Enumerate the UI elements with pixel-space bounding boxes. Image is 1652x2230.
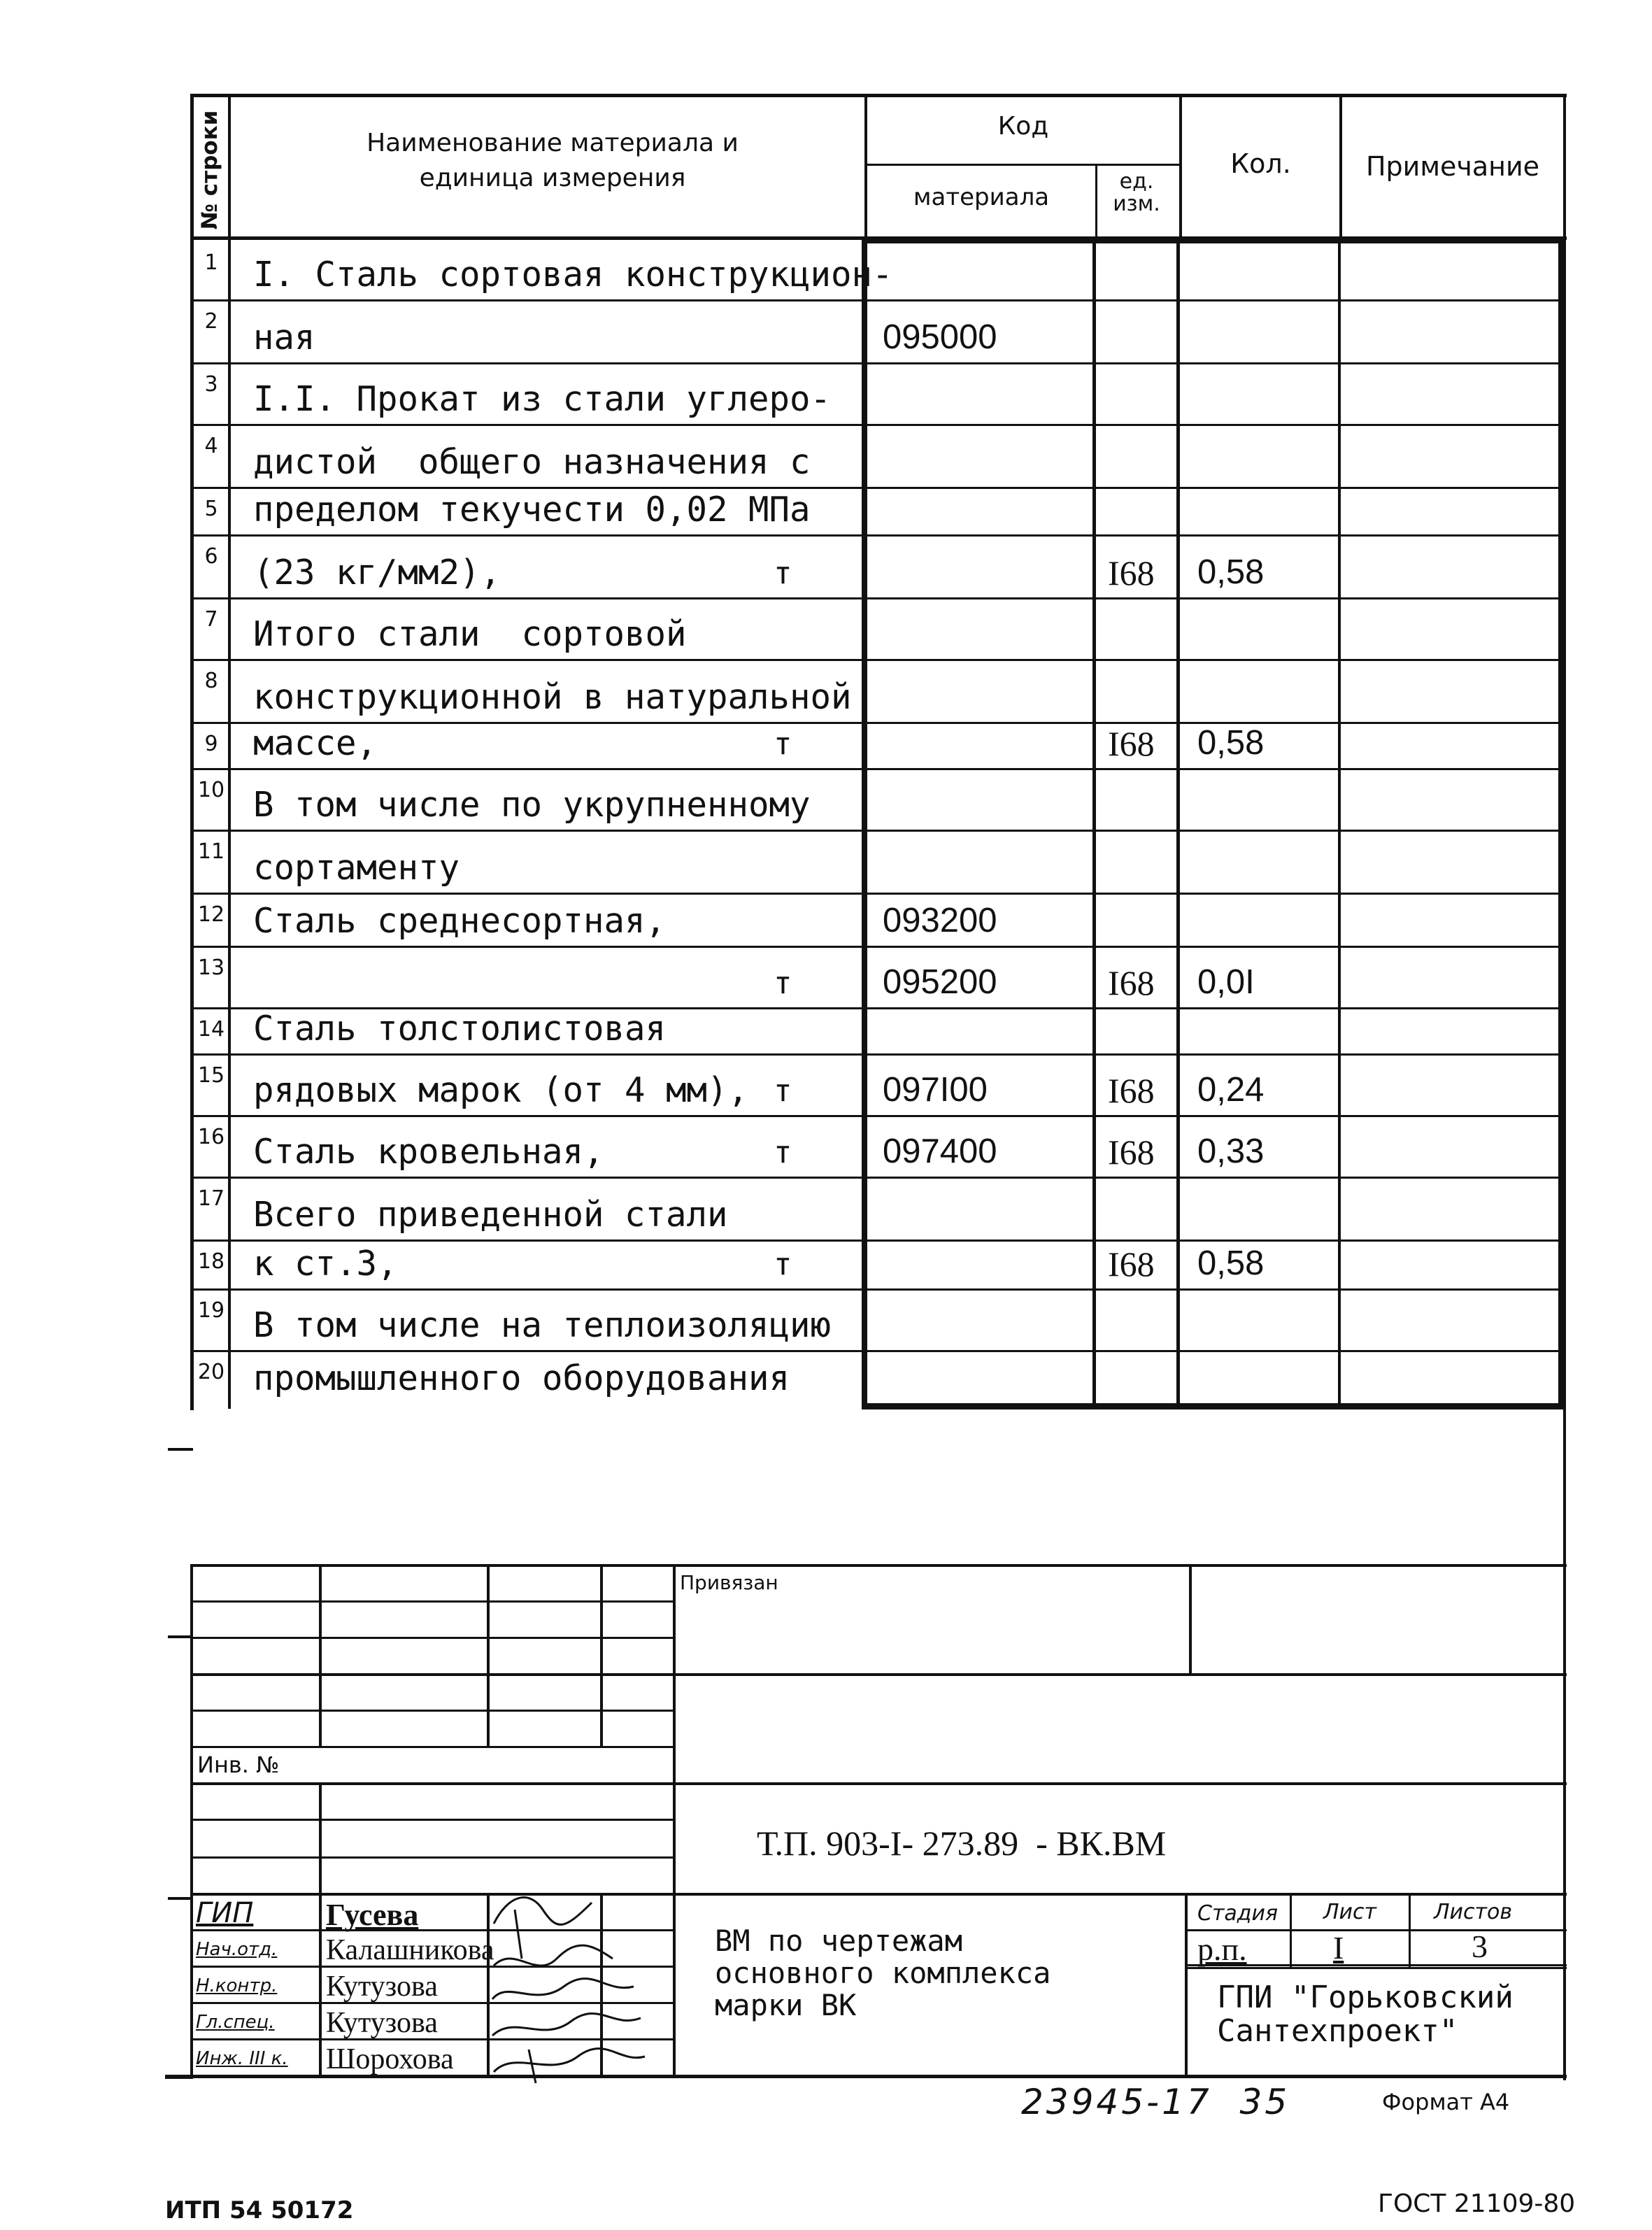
row-description: пределом текучести 0,02 МПа	[253, 490, 811, 530]
row-description: рядовых марок (от 4 мм),	[253, 1070, 749, 1110]
row-number: 10	[197, 778, 225, 802]
header-qty: Кол.	[1230, 148, 1291, 179]
row-quantity: 0,33	[1197, 1132, 1265, 1170]
signature-person-name: Калашникова	[326, 1934, 494, 1966]
row-quantity: 0,24	[1197, 1071, 1265, 1109]
row-separator	[190, 768, 1565, 770]
document-designation: Т.П. 903-I- 273.89 - ВК.ВМ	[757, 1824, 1167, 1863]
sheets-label: Листов	[1434, 1900, 1513, 1924]
row-separator	[190, 1053, 1565, 1056]
row-separator	[190, 1177, 1565, 1179]
header-name	[315, 126, 790, 196]
header-note: Примечание	[1365, 151, 1540, 182]
row-number: 1	[204, 250, 218, 275]
row-description: к ст.3,	[253, 1244, 398, 1284]
document-title-line: ВМ по чертежам	[715, 1924, 963, 1958]
document-title-line: основного комплекса	[715, 1956, 1051, 1990]
row-material-code: 097I00	[883, 1071, 988, 1109]
document-title	[715, 1925, 1051, 2022]
row-quantity: 0,58	[1197, 1244, 1265, 1282]
row-description: Всего приведенной стали	[253, 1195, 728, 1235]
left-archive-code: ИТП 54 50172	[165, 2196, 354, 2224]
row-description: промышленного оборудования	[253, 1358, 790, 1398]
document-number: 23945-17 35	[1021, 2082, 1290, 2122]
row-number: 8	[204, 669, 218, 693]
row-unit-code: I68	[1108, 963, 1155, 1002]
row-unit-letter: т	[774, 726, 792, 762]
signature-role: Нач.отд.	[196, 1939, 278, 1960]
row-separator	[190, 1115, 1565, 1117]
gost-reference: ГОСТ 21109-80	[1378, 2189, 1576, 2218]
row-number: 11	[197, 839, 225, 864]
row-quantity: 0,58	[1197, 724, 1265, 762]
row-number: 4	[204, 434, 218, 458]
row-number: 16	[197, 1125, 225, 1149]
inventory-number-label: Инв. №	[197, 1752, 280, 1778]
row-description: В том числе на теплоизоляцию	[253, 1305, 832, 1345]
header-code: Код	[997, 112, 1049, 141]
row-separator	[190, 1350, 1565, 1352]
header-material: материала	[913, 183, 1050, 211]
row-number: 9	[204, 732, 218, 756]
row-description: дистой общего назначения с	[253, 442, 811, 482]
row-number: 7	[204, 607, 218, 632]
row-number: 6	[204, 544, 218, 569]
row-quantity: 0,0I	[1197, 963, 1255, 1001]
row-unit-letter: т	[774, 1135, 792, 1170]
row-unit-code: I68	[1108, 553, 1155, 592]
row-separator	[190, 1288, 1565, 1291]
row-number: 3	[204, 372, 218, 397]
row-quantity: 0,58	[1197, 553, 1265, 591]
row-description: I. Сталь сортовая конструкцион-	[253, 255, 893, 294]
signature-person-name: Кутузова	[326, 1970, 438, 2003]
row-number: 12	[197, 902, 225, 927]
stage-value: р.п.	[1197, 1931, 1247, 1967]
row-unit-code: I68	[1108, 1244, 1155, 1284]
sheet-value: I	[1333, 1930, 1344, 1966]
row-separator	[190, 487, 1565, 489]
row-separator	[190, 659, 1565, 661]
row-separator	[190, 534, 1565, 537]
row-separator	[190, 1240, 1565, 1242]
row-separator	[190, 597, 1565, 599]
row-unit-letter: т	[774, 1073, 792, 1109]
signature-role: Гл.спец.	[196, 2012, 275, 2033]
row-description: (23 кг/мм2),	[253, 553, 501, 592]
row-description: сортаменту	[253, 848, 460, 888]
row-description: Сталь среднесортная,	[253, 901, 667, 941]
signature-person-name: Гусева	[326, 1898, 419, 1932]
row-number: 14	[197, 1017, 225, 1042]
organization-name	[1217, 1981, 1514, 2048]
row-separator	[190, 424, 1565, 426]
row-description: массе,	[253, 723, 378, 763]
organization-line: Сантехпроект"	[1217, 2013, 1458, 2049]
bound-label: Привязан	[680, 1571, 778, 1594]
header-unit: ед. изм.	[1113, 169, 1160, 216]
row-separator	[190, 362, 1565, 364]
row-unit-code: I68	[1108, 1132, 1155, 1172]
row-separator	[190, 893, 1565, 895]
row-description: I.I. Прокат из стали углеро-	[253, 379, 832, 419]
row-unit-letter: т	[774, 555, 792, 591]
row-number: 15	[197, 1063, 225, 1088]
row-number: 5	[204, 497, 218, 521]
signature-person-name: Шорохова	[326, 2043, 454, 2075]
header-name-text: Наименование материала и единица измерения	[366, 129, 739, 192]
row-material-code: 095200	[883, 963, 997, 1001]
row-description: Сталь толстолистовая	[253, 1009, 667, 1049]
signature-person-name: Кутузова	[326, 2007, 438, 2039]
sheet-label: Лист	[1323, 1900, 1377, 1924]
row-material-code: 093200	[883, 902, 997, 939]
row-description: Итого стали сортовой	[253, 614, 687, 654]
row-separator	[190, 299, 1565, 301]
row-unit-code: I68	[1108, 1071, 1155, 1110]
signature-role: Н.контр.	[196, 1975, 278, 1996]
row-unit-code: I68	[1108, 724, 1155, 763]
signatures-handwriting	[487, 1882, 648, 2085]
row-number: 17	[197, 1186, 225, 1211]
signature-role: Инж. III к.	[196, 2048, 288, 2069]
row-material-code: 097400	[883, 1132, 997, 1170]
row-separator	[190, 946, 1565, 948]
row-number: 20	[197, 1360, 225, 1384]
row-number: 13	[197, 956, 225, 980]
row-description: Сталь кровельная,	[253, 1132, 604, 1172]
sheets-value: 3	[1472, 1929, 1488, 1964]
row-description: ная	[253, 318, 315, 357]
row-separator	[190, 830, 1565, 832]
format-label: Формат А4	[1382, 2089, 1510, 2115]
header-row-no	[192, 105, 228, 235]
row-description: конструкционной в натуральной	[253, 677, 852, 717]
signature-role: ГИП	[196, 1897, 254, 1929]
row-description: В том числе по укрупненному	[253, 785, 811, 825]
row-unit-letter: т	[774, 1247, 792, 1282]
stage-label: Стадия	[1197, 1901, 1279, 1926]
row-number: 18	[197, 1249, 225, 1274]
document-title-line: марки ВК	[715, 1988, 857, 2022]
header-row-no-text: № строки	[197, 110, 222, 230]
row-number: 19	[197, 1298, 225, 1323]
row-material-code: 095000	[883, 318, 997, 356]
organization-line: ГПИ "Горьковский	[1217, 1980, 1514, 2015]
row-unit-letter: т	[774, 965, 792, 1001]
row-separator	[190, 722, 1565, 724]
row-number: 2	[204, 309, 218, 334]
